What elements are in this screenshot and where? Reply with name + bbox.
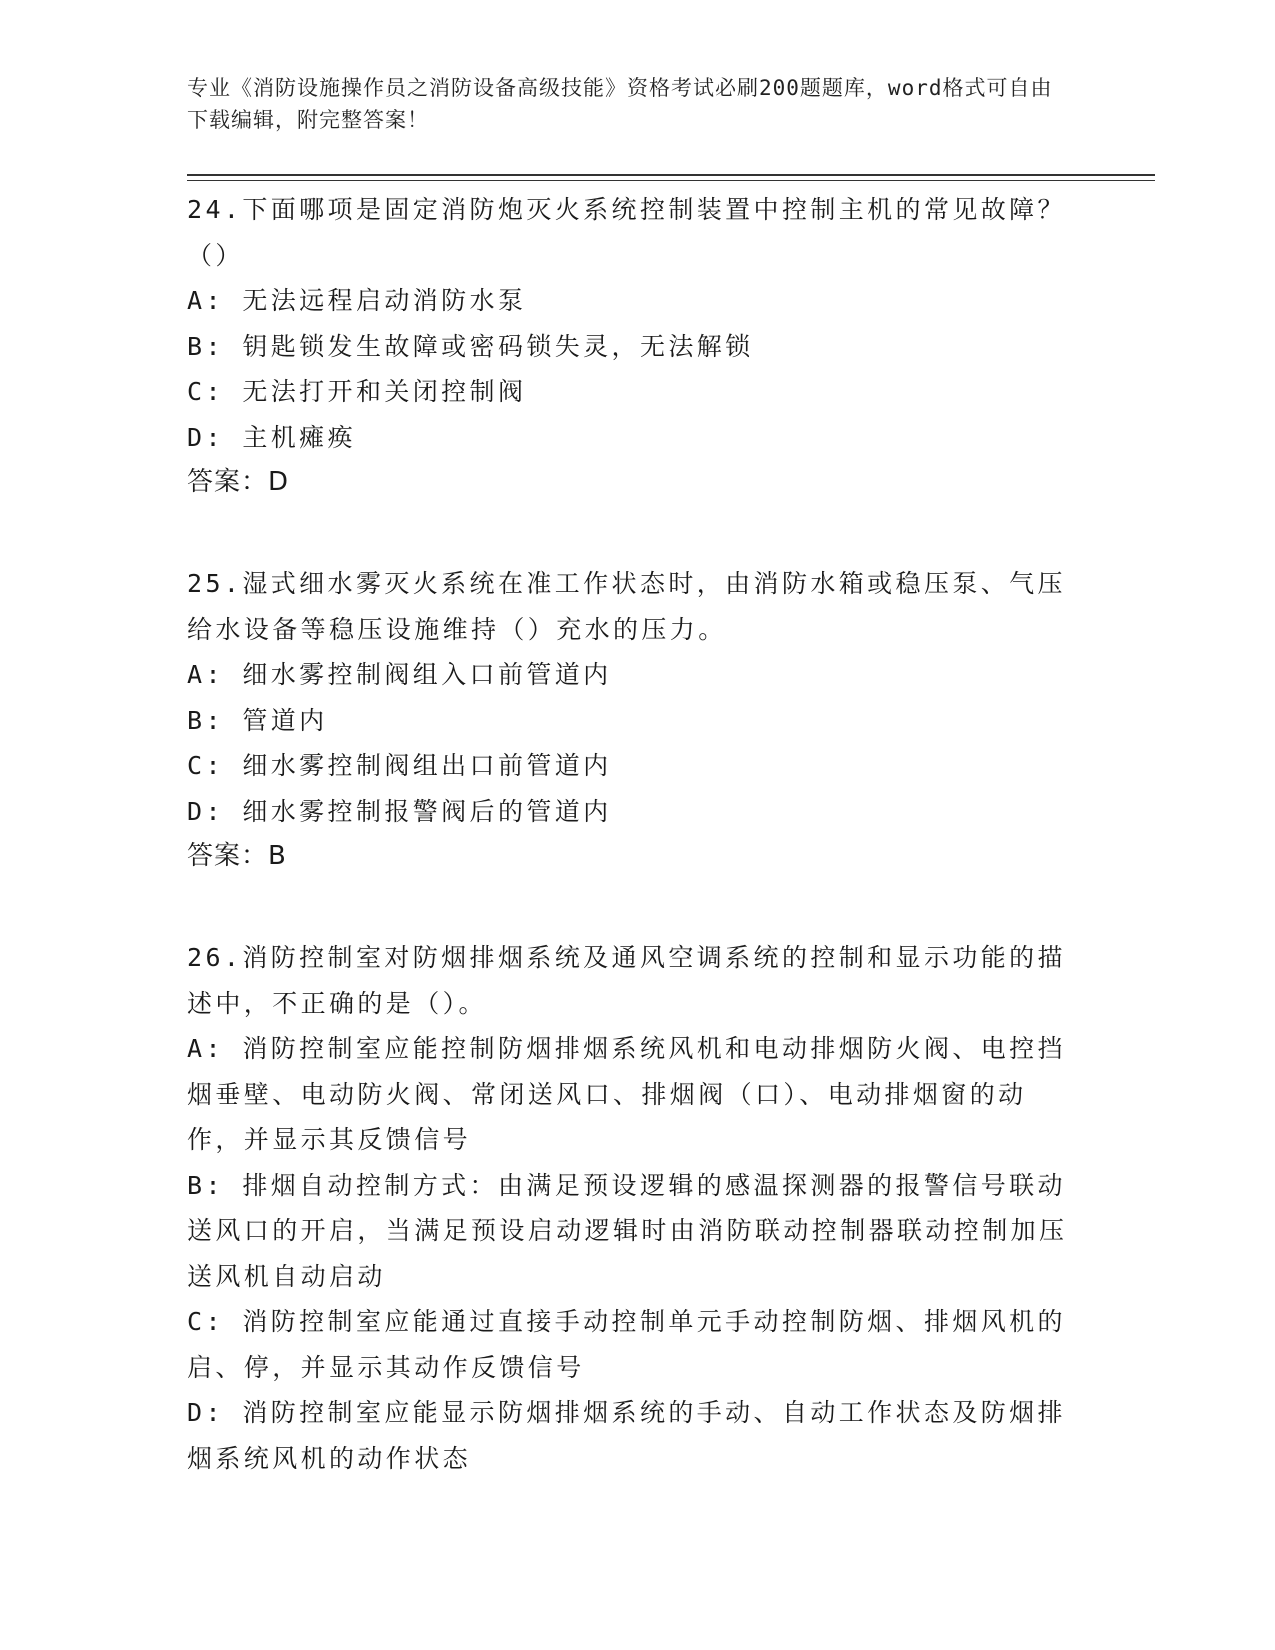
header-divider-thin bbox=[187, 180, 1155, 181]
option-d: D: 主机瘫痪 bbox=[187, 422, 356, 452]
answer: 答案：D bbox=[187, 467, 290, 497]
question-24 bbox=[187, 187, 1077, 505]
option-d: D: 细水雾控制报警阀后的管道内 bbox=[187, 796, 612, 826]
option-c: C: 消防控制室应能通过直接手动控制单元手动控制防烟、排烟风机的启、停，并显示其动作反馈信号 bbox=[187, 1307, 1066, 1382]
header-divider-thick bbox=[187, 174, 1155, 176]
question-25 bbox=[187, 561, 1077, 879]
question-list bbox=[187, 187, 1077, 1537]
option-b: B: 管道内 bbox=[187, 705, 328, 735]
option-a: A: 消防控制室应能控制防烟排烟系统风机和电动排烟防火阀、电控挡烟垂壁、电动防火阀、常闭送风口、排烟阀（口）、电动排烟窗的动作，并显示其反馈信号 bbox=[187, 1034, 1066, 1154]
option-c: C: 无法打开和关闭控制阀 bbox=[187, 377, 527, 406]
option-b: B: 钥匙锁发生故障或密码锁失灵，无法解锁 bbox=[187, 331, 754, 361]
question-26 bbox=[187, 935, 1077, 1481]
question-stem: 25.湿式细水雾灭火系统在准工作状态时，由消防水箱或稳压泵、气压给水设备等稳压设施维持（）充水的压力。 bbox=[187, 569, 1066, 644]
question-stem: 26.消防控制室对防烟排烟系统及通风空调系统的控制和显示功能的描述中，不正确的是（）。 bbox=[187, 943, 1066, 1018]
option-a: A: 细水雾控制阀组入口前管道内 bbox=[187, 660, 612, 689]
option-d: D: 消防控制室应能显示防烟排烟系统的手动、自动工作状态及防烟排烟系统风机的动作状态 bbox=[187, 1398, 1066, 1473]
document-header: 专业《消防设施操作员之消防设备高级技能》资格考试必刷200题题库，word格式可自由下载编辑，附完整答案！ bbox=[187, 76, 1053, 132]
option-c: C: 细水雾控制阀组出口前管道内 bbox=[187, 751, 612, 780]
option-a: A: 无法远程启动消防水泵 bbox=[187, 286, 527, 315]
option-b: B: 排烟自动控制方式：由满足预设逻辑的感温探测器的报警信号联动送风口的开启，当满足预设启动逻辑时由消防联动控制器联动控制加压送风机自动启动 bbox=[187, 1170, 1068, 1291]
answer: 答案：B bbox=[187, 841, 287, 871]
question-stem: 24.下面哪项是固定消防炮灭火系统控制装置中控制主机的常见故障？（） bbox=[187, 195, 1066, 270]
